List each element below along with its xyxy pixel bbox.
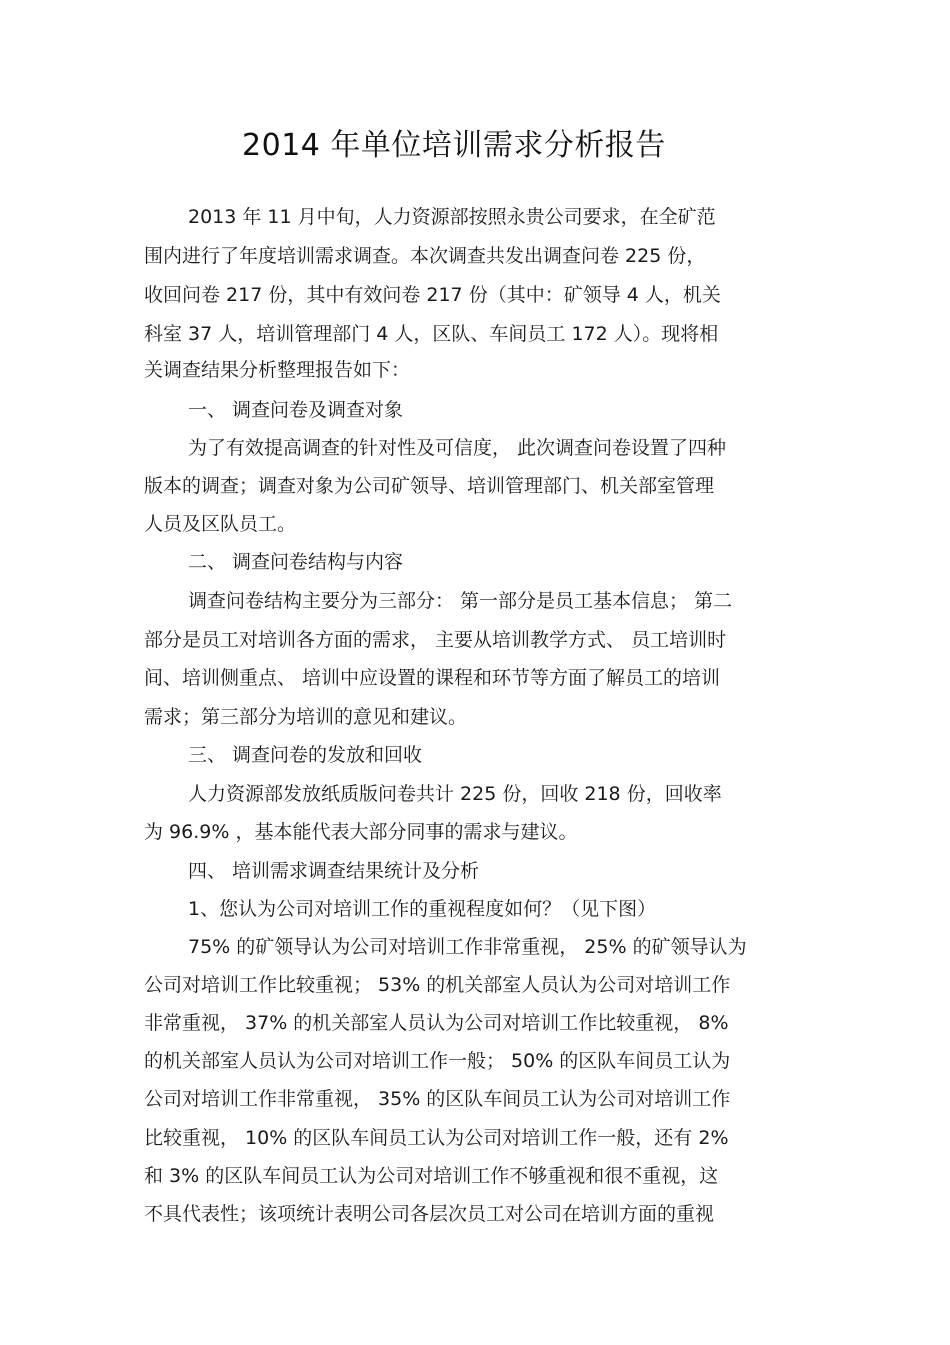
body-line: 2013 年 11 月中旬，人力资源部按照永贵公司要求，在全矿范 bbox=[188, 206, 716, 228]
body-line: 为 96.9% ，基本能代表大部分同事的需求与建议。 bbox=[144, 821, 578, 843]
section-heading: 三、 调查问卷的发放和回收 bbox=[188, 744, 423, 766]
document-title: 2014 年单位培训需求分析报告 bbox=[242, 128, 666, 163]
body-line: 需求；第三部分为培训的意见和建议。 bbox=[144, 706, 468, 728]
section-heading: 一、 调查问卷及调查对象 bbox=[188, 399, 404, 421]
section-heading: 四、 培训需求调查结果统计及分析 bbox=[188, 860, 480, 882]
body-line: 收回问卷 217 份，其中有效问卷 217 份（其中：矿领导 4 人，机关 bbox=[144, 284, 721, 306]
body-line: 人员及区队员工。 bbox=[144, 513, 297, 535]
body-line: 不具代表性；该项统计表明公司各层次员工对公司在培训方面的重视 bbox=[144, 1203, 715, 1225]
body-line: 关调查结果分析整理报告如下： bbox=[144, 359, 411, 381]
body-line: 围内进行了年度培训需求调查。本次调查共发出调查问卷 225 份， bbox=[144, 245, 706, 267]
body-line: 公司对培训工作非常重视， 35% 的区队车间员工认为公司对培训工作 bbox=[144, 1088, 731, 1110]
body-line: 版本的调查；调查对象为公司矿领导、培训管理部门、机关部室管理 bbox=[144, 475, 715, 497]
body-line: 科室 37 人，培训管理部门 4 人，区队、车间员工 172 人）。现将相 bbox=[144, 323, 719, 345]
body-line: 非常重视， 37% 的机关部室人员认为公司对培训工作比较重视， 8% bbox=[144, 1012, 729, 1034]
body-line: 的机关部室人员认为公司对培训工作一般； 50% 的区队车间员工认为 bbox=[144, 1050, 731, 1072]
body-line: 比较重视， 10% 的区队车间员工认为公司对培训工作一般，还有 2% bbox=[144, 1127, 729, 1149]
section-heading: 二、 调查问卷结构与内容 bbox=[188, 551, 404, 573]
question-line: 1、您认为公司对培训工作的重视程度如何？（见下图） bbox=[188, 898, 657, 920]
body-line: 75% 的矿领导认为公司对培训工作非常重视， 25% 的矿领导认为 bbox=[188, 936, 747, 958]
body-line: 部分是员工对培训各方面的需求， 主要从培训教学方式、 员工培训时 bbox=[144, 629, 727, 651]
body-line: 人力资源部发放纸质版问卷共计 225 份，回收 218 份，回收率 bbox=[188, 783, 722, 805]
body-line: 调查问卷结构主要分为三部分： 第一部分是员工基本信息； 第二 bbox=[188, 590, 733, 612]
body-line: 间、培训侧重点、 培训中应设置的课程和环节等方面了解员工的培训 bbox=[144, 667, 721, 689]
body-line: 公司对培训工作比较重视； 53% 的机关部室人员认为公司对培训工作 bbox=[144, 974, 731, 996]
body-line: 和 3% 的区队车间员工认为公司对培训工作不够重视和很不重视，这 bbox=[144, 1165, 719, 1187]
body-line: 为了有效提高调查的针对性及可信度， 此次调查问卷设置了四种 bbox=[188, 437, 727, 459]
